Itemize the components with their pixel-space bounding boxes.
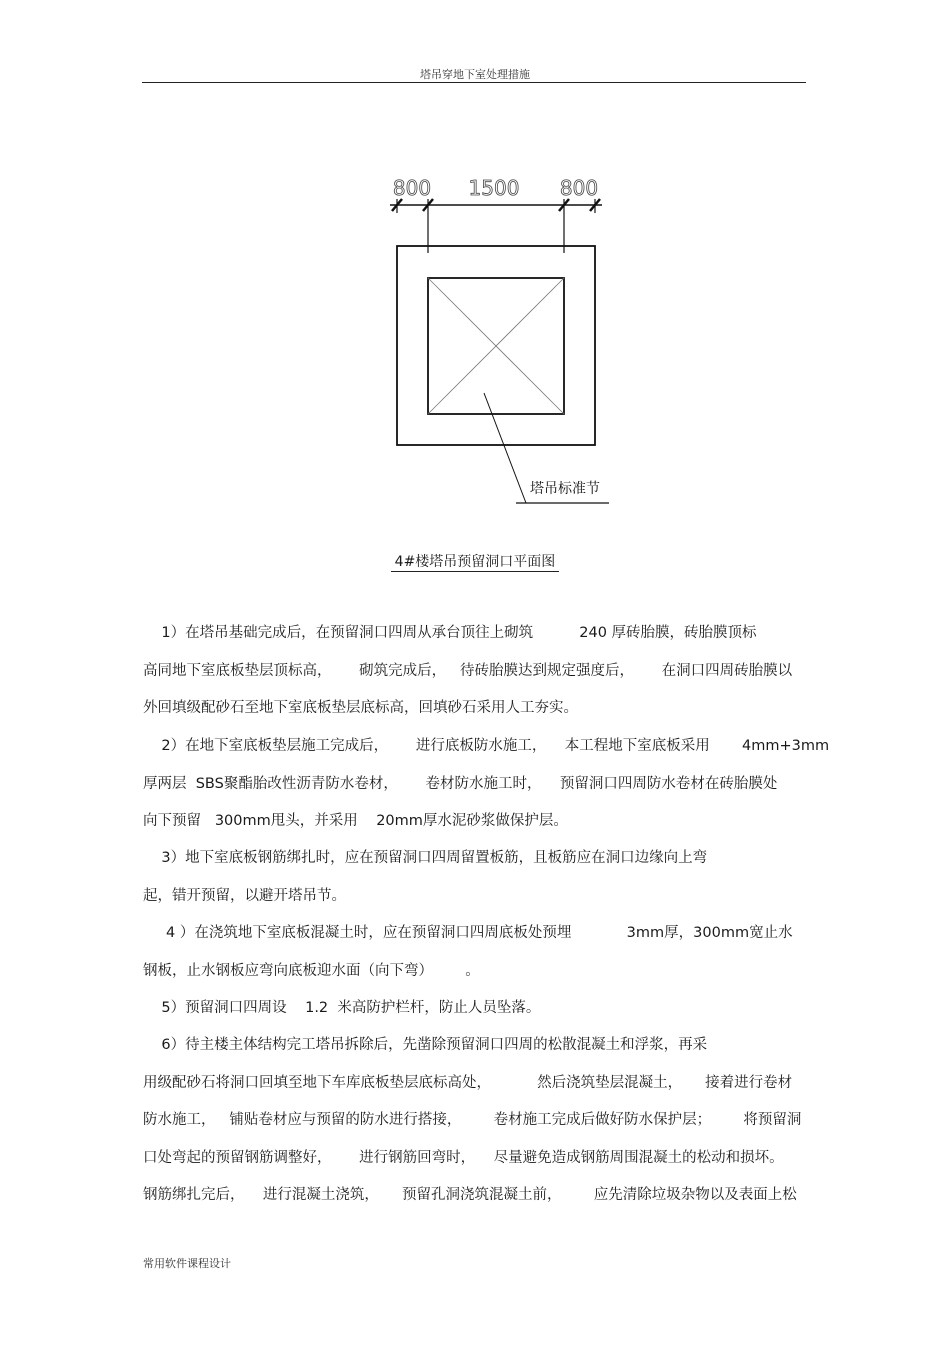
paragraph-6 [143, 1027, 833, 1215]
paragraph-line: 钢板，止水钢板应弯向底板迎水面（向下弯） 。 [143, 962, 480, 979]
paragraph-line: 2）在地下室底板垫层施工完成后， 进行底板防水施工， 本工程地下室底板采用 4mm+3mm [143, 738, 830, 754]
paragraph-5 [143, 990, 833, 1028]
paragraph-line: 3）地下室底板钢筋绑扎时，应在预留洞口四周留置板筋，且板筋应在洞口边缘向上弯 [143, 850, 708, 866]
paragraph-1 [143, 615, 833, 728]
header-rule [142, 82, 806, 83]
paragraph-line: 防水施工， 铺贴卷材应与预留的防水进行搭接， 卷材施工完成后做好防水保护层； 将预留洞 [143, 1112, 802, 1128]
page-header-title: 塔吊穿地下室处理措施 [420, 68, 530, 81]
page-footer: 常用软件课程设计 [143, 1257, 231, 1270]
paragraph-line: 高同地下室底板垫层顶标高， 砌筑完成后， 待砖胎膜达到规定强度后， 在洞口四周砖胎膜以 [143, 662, 793, 679]
paragraph-line: 用级配砂石将洞口回填至地下车库底板垫层底标高处， 然后浇筑垫层混凝土， 接着进行卷材 [143, 1074, 793, 1091]
label-leader-line [484, 393, 526, 503]
dimension-label-middle: 1500 [468, 176, 520, 200]
dimension-label-right: 800 [559, 176, 599, 200]
crane-section-label: 塔吊标准节 [530, 481, 600, 497]
paragraph-line: 口处弯起的预留钢筋调整好， 进行钢筋回弯时， 尽量避免造成钢筋周围混凝土的松动和损坏。 [143, 1149, 784, 1166]
figure-caption [0, 551, 950, 571]
paragraph-2 [143, 728, 833, 841]
paragraph-line: 向下预留 300mm甩头，并采用 20mm厚水泥砂浆做保护层。 [143, 813, 568, 829]
tower-crane-opening-drawing [380, 165, 620, 515]
dimension-label-left: 800 [392, 176, 432, 200]
paragraph-line: 6）待主楼主体结构完工塔吊拆除后，先凿除预留洞口四周的松散混凝土和浮浆，再采 [143, 1037, 708, 1053]
paragraph-line: 1）在塔吊基础完成后，在预留洞口四周从承台顶往上砌筑 240 厚砖胎膜，砖胎膜顶标 [143, 625, 757, 641]
paragraph-line: 5）预留洞口四周设 1.2 米高防护栏杆，防止人员坠落。 [143, 1000, 541, 1016]
paragraph-line: 起，错开预留，以避开塔吊节。 [143, 887, 346, 904]
paragraph-3 [143, 840, 833, 915]
paragraph-4 [143, 915, 833, 990]
paragraph-line: 厚两层 SBS聚酯胎改性沥青防水卷材， 卷材防水施工时， 预留洞口四周防水卷材在砖胎膜处 [143, 775, 778, 792]
figure-caption-text: 4#楼塔吊预留洞口平面图 [391, 554, 560, 572]
paragraph-line: 外回填级配砂石至地下室底板垫层底标高，回填砂石采用人工夯实。 [143, 700, 578, 716]
paragraph-line: 钢筋绑扎完后， 进行混凝土浇筑， 预留孔洞浇筑混凝土前， 应先清除垃圾杂物以及表面上松 [143, 1187, 797, 1203]
paragraph-line: 4 ）在浇筑地下室底板混凝土时，应在预留洞口四周底板处预埋 3mm厚，300mm宽止水 [143, 925, 793, 941]
